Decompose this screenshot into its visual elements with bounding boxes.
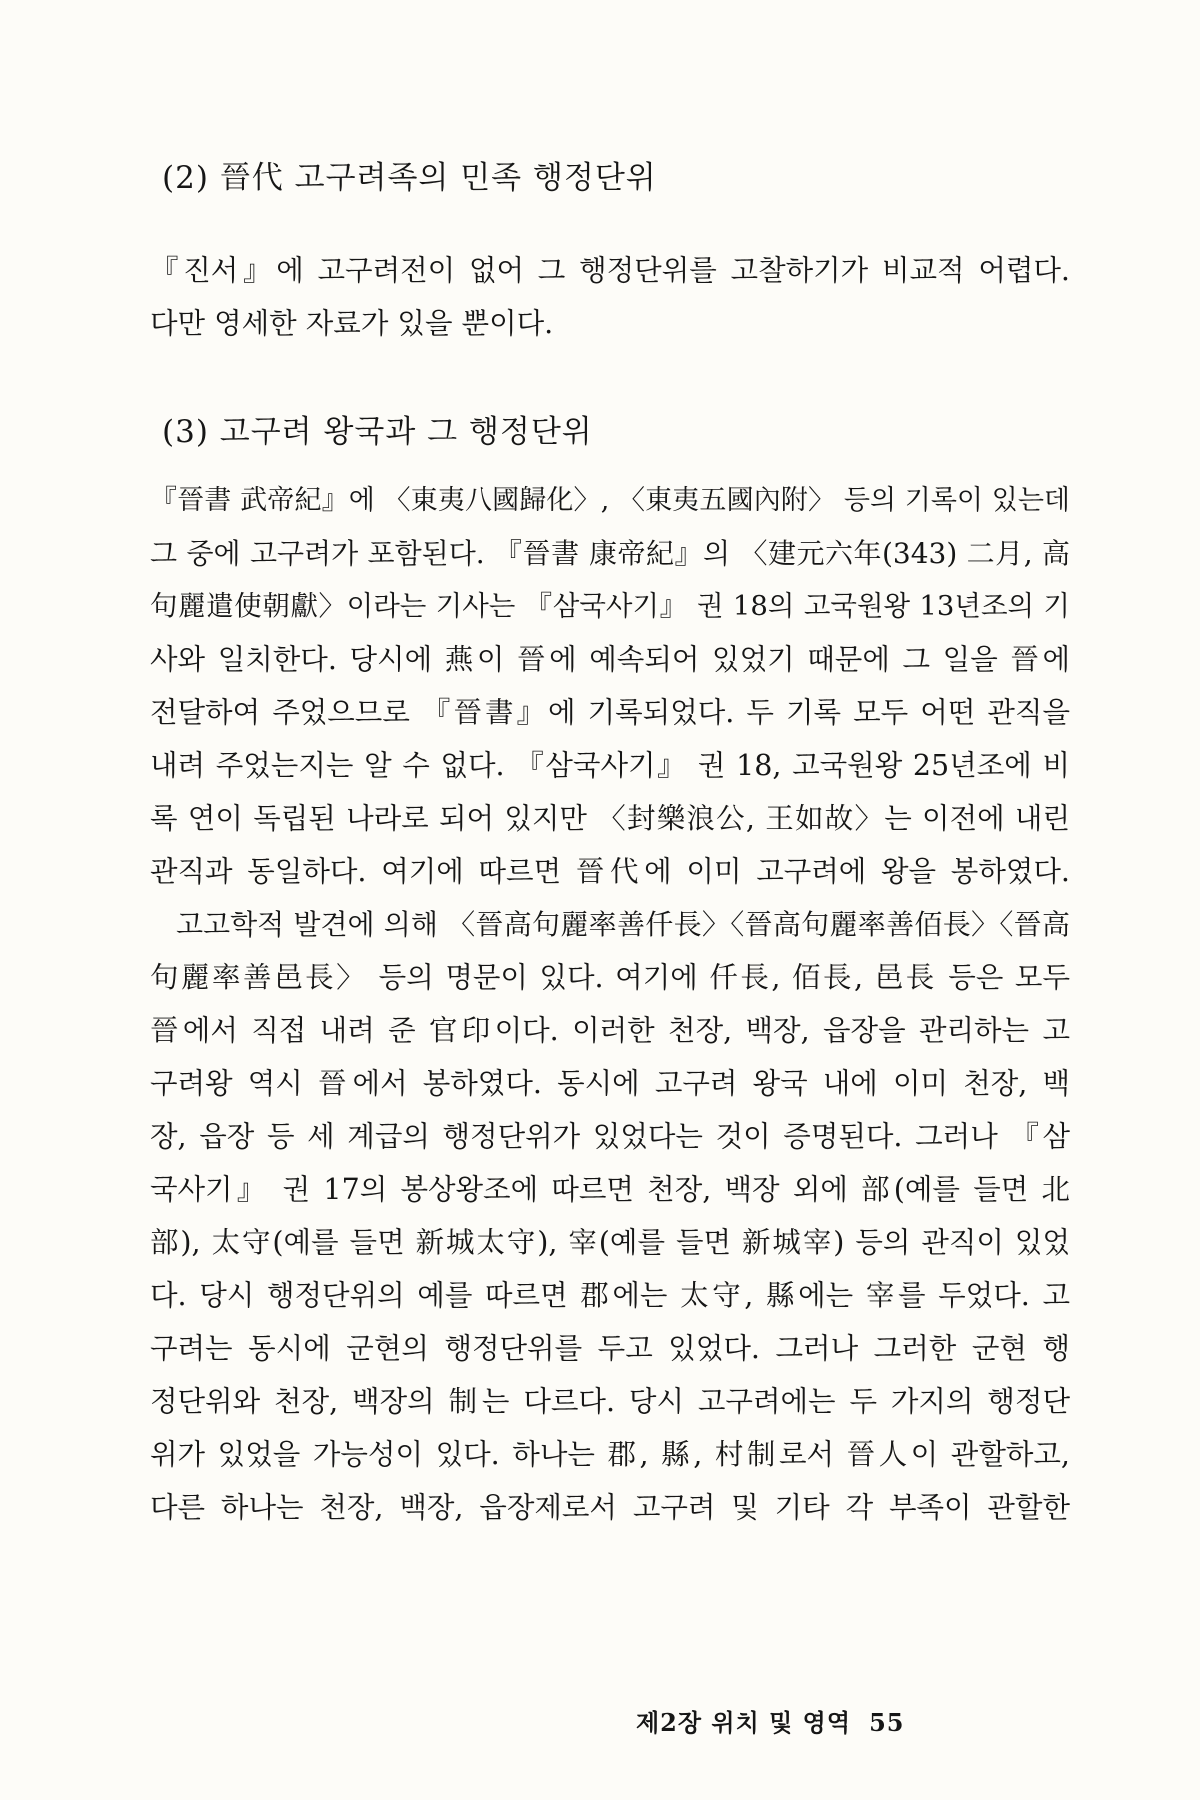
text-line: 晉에서 직접 내려 준 官印이다. 이러한 천장, 백장, 읍장을 관리하는 고 xyxy=(150,1014,1070,1047)
text-line: 그 중에 고구려가 포함된다. 『晉書 康帝紀』의 〈建元六年(343) 二月, 高 xyxy=(150,537,1070,570)
chapter-title: 제2장 위치 및 영역 xyxy=(636,1708,852,1737)
text-line: 句麗遣使朝獻〉이라는 기사는 『삼국사기』 권 18의 고국원왕 13년조의 기 xyxy=(150,590,1070,622)
text-line: 다. 당시 행정단위의 예를 따르면 郡에는 太守, 縣에는 宰를 두었다. 고 xyxy=(150,1279,1070,1312)
text-line: 내려 주었는지는 알 수 없다. 『삼국사기』 권 18, 고국원왕 25년조에 비 xyxy=(150,749,1070,782)
section-2-heading: (2) 晉代 고구려족의 민족 행정단위 xyxy=(162,160,657,196)
text-line: 정단위와 천장, 백장의 制는 다르다. 당시 고구려에는 두 가지의 행정단 xyxy=(150,1385,1070,1418)
text-line: 전달하여 주었으므로 『晉書』에 기록되었다. 두 기록 모두 어떤 관직을 xyxy=(150,696,1070,729)
page-footer xyxy=(636,1703,904,1738)
text-line: 관직과 동일하다. 여기에 따르면 晉代에 이미 고구려에 왕을 봉하였다. xyxy=(150,855,1070,888)
text-line: 위가 있었을 가능성이 있다. 하나는 郡, 縣, 村制로서 晉人이 관할하고, xyxy=(150,1438,1070,1471)
page-number: 55 xyxy=(869,1708,905,1737)
text-line: 구려왕 역시 晉에서 봉하였다. 동시에 고구려 왕국 내에 이미 천장, 백 xyxy=(150,1067,1070,1100)
text-line: 록 연이 독립된 나라로 되어 있지만 〈封樂浪公, 王如故〉는 이전에 내린 xyxy=(150,802,1070,835)
text-line: 『晉書 武帝紀』에 〈東夷八國歸化〉, 〈東夷五國內附〉 등의 기록이 있는데 xyxy=(150,485,1070,516)
section-2-paragraph xyxy=(150,244,1070,350)
section-3-heading: (3) 고구려 왕국과 그 행정단위 xyxy=(162,414,593,450)
text-line: 구려는 동시에 군현의 행정단위를 두고 있었다. 그러나 그러한 군현 행 xyxy=(150,1332,1070,1365)
text-line: 『진서』에 고구려전이 없어 그 행정단위를 고찰하기가 비교적 어렵다. xyxy=(150,254,1070,287)
text-line: 사와 일치한다. 당시에 燕이 晉에 예속되어 있었기 때문에 그 일을 晉에 xyxy=(150,643,1070,676)
text-line: 다른 하나는 천장, 백장, 읍장제로서 고구려 및 기타 각 부족이 관할한 xyxy=(150,1491,1070,1524)
text-line: 句麗率善邑長〉 등의 명문이 있다. 여기에 仟長, 佰長, 邑長 등은 모두 xyxy=(150,961,1070,994)
text-line: 다만 영세한 자료가 있을 뿐이다. xyxy=(150,307,554,340)
text-line: 국사기』 권 17의 봉상왕조에 따르면 천장, 백장 외에 部(예를 들면 北 xyxy=(150,1173,1070,1206)
text-line: 部), 太守(예를 들면 新城太守), 宰(예를 들면 新城宰) 등의 관직이 있었 xyxy=(150,1226,1070,1259)
text-line: 고고학적 발견에 의해 〈晉高句麗率善仟長〉〈晉高句麗率善佰長〉〈晉高 xyxy=(176,908,1070,941)
section-3-paragraph xyxy=(150,474,1070,1534)
text-line: 장, 읍장 등 세 계급의 행정단위가 있었다는 것이 증명된다. 그러나 『삼 xyxy=(150,1120,1070,1153)
